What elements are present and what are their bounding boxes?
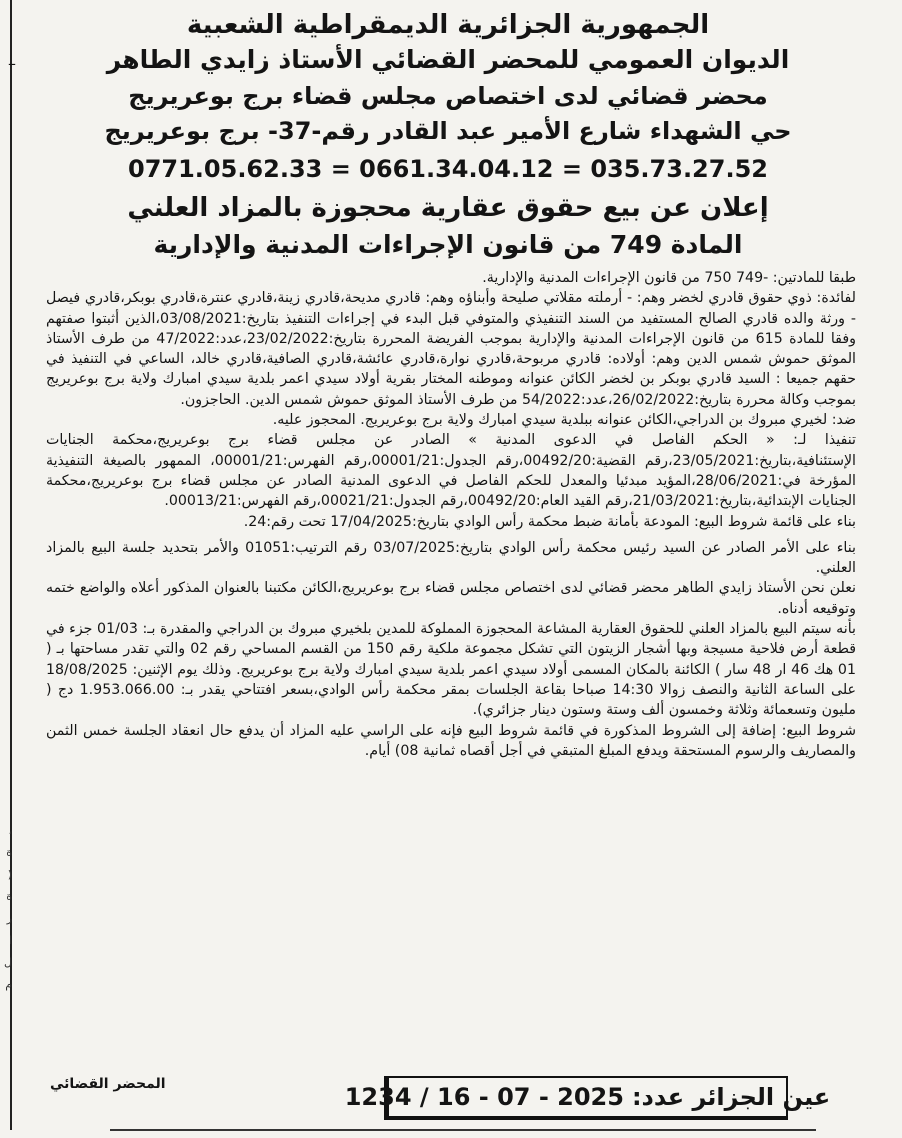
bailiff-declaration-paragraph: نعلن نحن الأستاذ زايدي الطاهر محضر قضائي لدى اختصاص مجلس قضاء برج بوعريريج،الكائن مكتبنا بالعنوان المذكور أعلاه والواضع ختمه وتوقيعه أدناه. bbox=[46, 580, 856, 617]
bailiff-signature-label: المحضر القضائي bbox=[50, 1076, 166, 1092]
office-address: حي الشهداء شارع الأمير عبد القادر رقم-37- برج بوعريريج bbox=[104, 117, 792, 145]
sale-conditions-list-paragraph: بناء على قائمة شروط البيع: المودعة بأمانة ضبط محكمة رأس الوادي بتاريخ:17/04/2025 تحت رقم:24. bbox=[243, 513, 856, 530]
publication-reference-box bbox=[344, 1076, 831, 1120]
beneficiaries-paragraph: لفائدة: ذوي حقوق قادري لخضر وهم: - أرملته مقلاتي صليحة وأبناؤه وهم: قادري مديحة،قادري زينة،قادري عنترة،قادري بوبكر،قادري فيصل - ورثة والده قادري الصالح المستفيد من السند التنفيذي والمتوفي قبل البدء في إجراءات التنفيذ بتاريخ:03/08/2021،الذين أثبتوا صفتهم وفقا للمادة 615 من قانون الإجراءات المدنية والإدارية بموجب الفريضة المحررة بتاريخ:23/02/2022،عدد:47/2022 من طرف الأستاذ الموثق حموش شمس الدين وهم: أولاده: قادري مربوحة،قادري نوارة،قادري عائشة،قادري الصافية،قادري خالد، الساعي في التنفيذ في حقهم جميعا : السيد قادري بوبكر بن لخضر الكائن عنوانه وموطنه المختار بقرية أولاد سيدي اعمر بلدية سيدي امبارك ولاية برج بوعريريج بموجب وكالة محررة بتاريخ:26/02/2022،عدد:54/2022 من طرف الأستاذ الموثق حموش شمس الدين. الحاجزون. bbox=[46, 290, 856, 408]
announcement-title: إعلان عن بيع حقوق عقارية محجوزة بالمزاد العلني bbox=[127, 193, 769, 223]
notice-body bbox=[46, 268, 856, 761]
execution-title-paragraph: تنفيذا لـ: « الحكم الفاصل في الدعوى المدنية » الصادر عن مجلس قضاء برج بوعريريج،محكمة الجنايات الإستئنافية،بتاريخ:23/05/2021،رقم القضية:00492/20،رقم الجدول:00001/21،رقم الفهرس:00001/21، الممهور بالصيغة التنفيذية المؤرخة في:28/06/2021،المؤيد مبدئيا والمعدل للحكم الفاصل في الدعوى المدنية الصادر عن مجلس قضاء برج بوعريريج،محكمة الجنايات الإبتدائية،بتاريخ:21/03/2021،رقم القيد العام:00492/20،رقم الجدول:00021/21،رقم الفهرس:00013/21. bbox=[46, 432, 857, 510]
adjacent-column-fragment: ، ة ) ة ر ا ل م bbox=[4, 824, 12, 991]
reference-label: عين الجزائر عدد: bbox=[631, 1083, 831, 1111]
bottom-divider bbox=[110, 1129, 816, 1131]
legal-article: المادة 749 من قانون الإجراءات المدنية والإدارية bbox=[153, 230, 743, 259]
court-order-paragraph: بناء على الأمر الصادر عن السيد رئيس محكمة رأس الوادي بتاريخ:03/07/2025 رقم الترتيب:01051 والأمر بتحديد جلسة البيع بالمزاد العلني. bbox=[46, 539, 856, 577]
reference-number: 1234 / 16 - 07 - 2025 bbox=[344, 1083, 624, 1111]
legal-basis-paragraph: طبقا للمادتين: -749 750 من قانون الإجراءات المدنية والإدارية. bbox=[482, 270, 856, 286]
sale-details-paragraph: بأنه سيتم البيع بالمزاد العلني للحقوق العقارية المشاعة المحجوزة المملوكة للمدين بلخيري مبروك بن الدراجي والمقدرة بـ: 01/03 جزء في قطعة أرض فلاحية مسيجة وبها أشجار الزيتون التي تشكل مجموعة ملكية رقم 150 من القسم المساحي رقم 02 والتي تقدر مساحتها بـ ( 01 هك 46 ار 48 سار ) الكائنة بالمكان المسمى أولاد سيدي اعمر بلدية سيدي امبارك ولاية برج بوعريريج. وذلك يوم الإثنين: 18/08/2025 على الساعة الثانية والنصف زوالا 14:30 صباحا بقاعة الجلسات بمقر محكمة رأس الوادي،بسعر افتتاحي يقدر بـ: 1.953.066.00 دج ( مليون وتسعمائة وثلاثة وخمسون ألف وستة وستون دينار جزائري). bbox=[46, 621, 857, 719]
phone-numbers: 0771.05.62.33 = 0661.34.04.12 = 035.73.27.52 bbox=[128, 155, 768, 183]
debtor-paragraph: ضد: لخيري مبروك بن الدراجي،الكائن عنوانه ببلدية سيدي امبارك ولاية برج بوعريريج. المحجوز عليه. bbox=[272, 412, 856, 429]
republic-title: الجمهورية الجزائرية الديمقراطية الشعبية bbox=[186, 10, 710, 40]
sale-terms-paragraph: شروط البيع: إضافة إلى الشروط المذكورة في قائمة شروط البيع فإنه على الراسي عليه المزاد أن يدفع حال انعقاد الجلسة خمس الثمن والمصاريف والرسوم المستحقة ويدفع المبلغ المتبقي في أجل أقصاه ثمانية 08) أيام. bbox=[46, 722, 856, 759]
office-name: الديوان العمومي للمحضر القضائي الأستاذ زايدي الطاهر bbox=[106, 45, 790, 74]
notice-header bbox=[8, 8, 878, 263]
bailiff-jurisdiction: محضر قضائي لدى اختصاص مجلس قضاء برج بوعريريج bbox=[128, 82, 768, 110]
margin-dash: – bbox=[8, 54, 16, 73]
